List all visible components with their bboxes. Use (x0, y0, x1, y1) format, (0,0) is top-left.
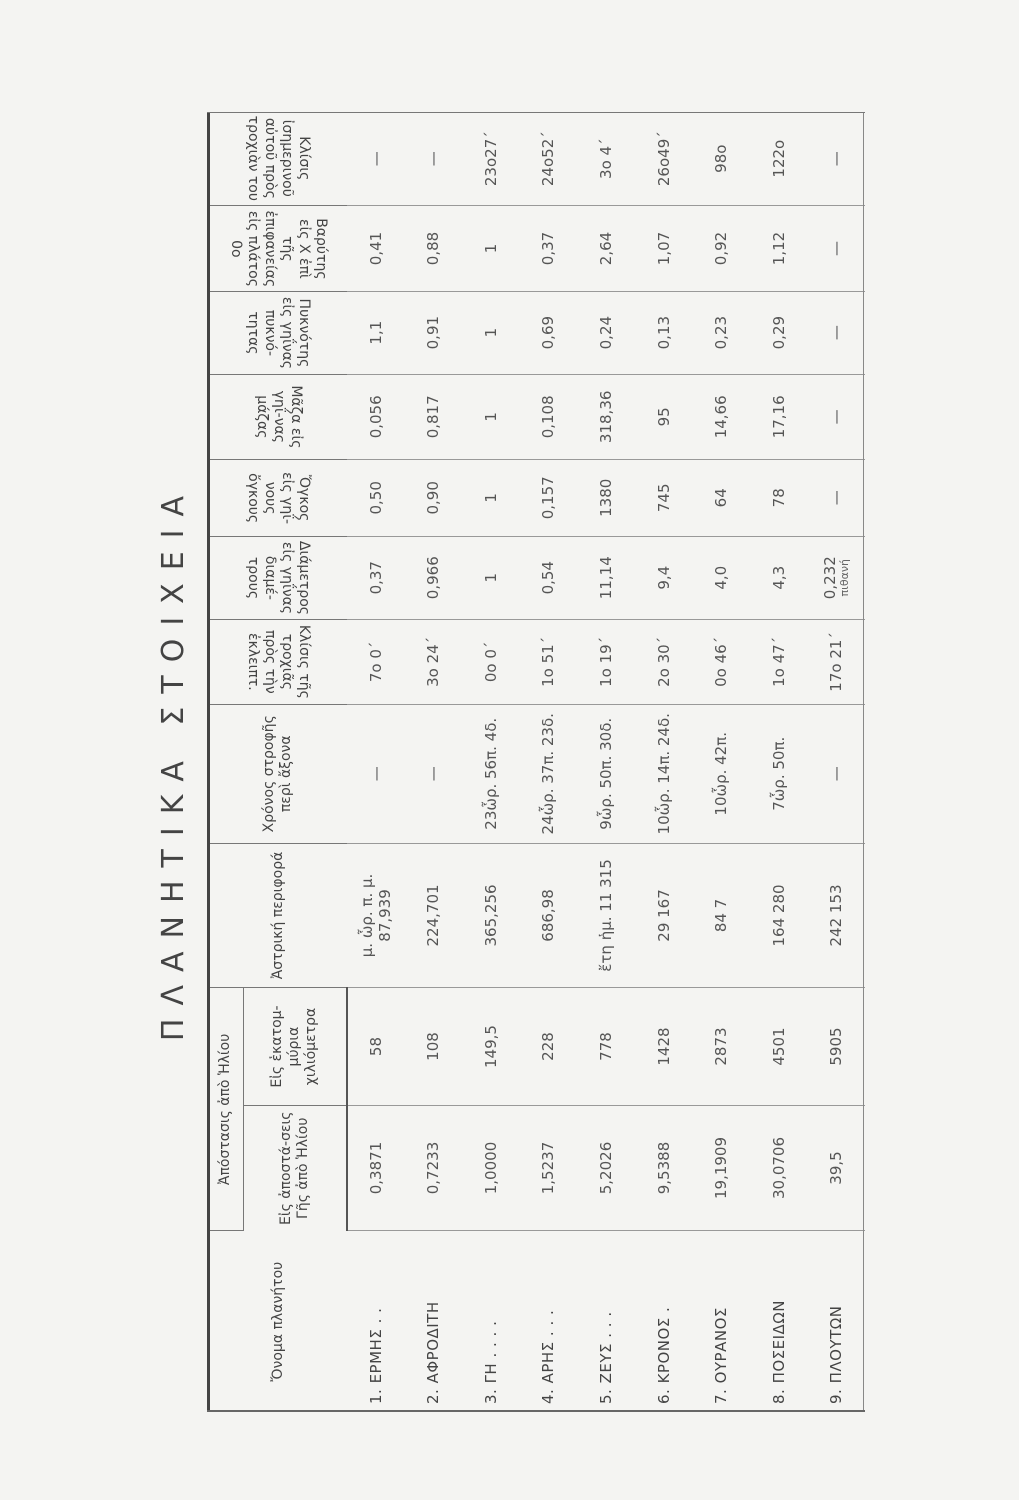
cell-sidereal-value: 365,256 (481, 884, 500, 947)
cell-inclination (750, 619, 808, 704)
cell-mass-value: 1 (481, 412, 500, 422)
cell-sidereal-value: ἔτη ἡμ. 11 315 (596, 859, 615, 972)
cell-dist-km (750, 988, 808, 1105)
cell-dist-au-value: 1,0000 (481, 1141, 500, 1195)
cell-inclination (462, 619, 520, 704)
cell-rotation-value: 7ὧρ. 50π. (769, 736, 788, 811)
cell-axis-tilt (692, 112, 750, 206)
cell-gravity (577, 206, 635, 291)
cell-gravity-value: 0,37 (539, 231, 558, 266)
cell-diameter (692, 536, 750, 619)
cell-volume (692, 459, 750, 536)
cell-rotation (692, 705, 750, 844)
cell-gravity-value: 1 (481, 243, 500, 254)
cell-name (635, 1231, 693, 1412)
cell-rotation (405, 705, 463, 844)
header-axis-tilt (209, 112, 347, 206)
cell-mass (577, 374, 635, 459)
header-diameter (209, 536, 347, 619)
cell-dist-au (807, 1105, 865, 1231)
header-distance-group: Ἀπόστασις ἀπὸ Ἡλίου (209, 988, 243, 1231)
header-planet-name: Ὄνομα πλανήτου (269, 1261, 286, 1382)
cell-volume (405, 459, 463, 536)
cell-density (635, 291, 693, 374)
cell-density-value: 0,24 (596, 315, 615, 350)
cell-volume (750, 459, 808, 536)
cell-sidereal (750, 843, 808, 988)
cell-inclination (520, 619, 578, 704)
cell-diameter-value: 4,3 (769, 565, 788, 590)
cell-dist-au-value: 5,2026 (596, 1141, 615, 1195)
cell-rotation-value: 10ὧρ. 42π. (712, 731, 731, 816)
cell-gravity (462, 206, 520, 291)
cell-dist-au (405, 1105, 463, 1231)
cell-density-value: 1 (481, 327, 500, 338)
cell-sidereal (405, 843, 463, 988)
cell-axis-tilt-value: 23ο27΄ (481, 131, 500, 187)
cell-rotation (750, 705, 808, 844)
cell-mass (462, 374, 520, 459)
cell-name (807, 1231, 865, 1412)
cell-name-value: 9. ΠΛΟΥΤΩΝ (827, 1305, 846, 1404)
cell-name-value: 1. ΕΡΜΗΣ . . (366, 1307, 385, 1404)
cell-sidereal-value: 686,98 (539, 889, 558, 942)
cell-mass-value: 0,056 (366, 395, 385, 439)
cell-rotation (635, 705, 693, 844)
frame-line-left (207, 1410, 865, 1412)
header-rotation: Χρόνος στροφῆς περὶ ἄξονα (209, 705, 347, 844)
cell-inclination-value: 1ο 51΄ (539, 636, 558, 687)
cell-axis-tilt (347, 112, 405, 206)
rotated-table-block (145, 112, 865, 1412)
cell-dist-km-value: 778 (596, 1032, 615, 1061)
cell-gravity-value: 0,88 (424, 231, 443, 266)
table-row (520, 112, 578, 1412)
cell-name-value: 8. ΠΟΣΕΙΔΩΝ (769, 1300, 788, 1404)
cell-rotation-value: 10ὧρ. 14π. 24δ. (654, 713, 673, 835)
cell-inclination (405, 619, 463, 704)
cell-density (577, 291, 635, 374)
table-body (347, 112, 865, 1412)
cell-inclination (577, 619, 635, 704)
cell-axis-tilt-value: — (424, 151, 443, 167)
cell-rotation (807, 705, 865, 844)
cell-mass (750, 374, 808, 459)
cell-mass-value: — (827, 409, 846, 425)
cell-axis-tilt-value: 26ο49΄ (654, 131, 673, 187)
cell-axis-tilt (462, 112, 520, 206)
cell-name (405, 1231, 463, 1412)
cell-dist-km (692, 988, 750, 1105)
cell-dist-km (462, 988, 520, 1105)
cell-density-value: — (827, 325, 846, 341)
table-row (807, 112, 865, 1412)
cell-gravity (520, 206, 578, 291)
cell-name-value: 5. ΖΕΥΣ . . . (596, 1311, 615, 1404)
cell-name (692, 1231, 750, 1412)
cell-sidereal-value: 242 153 (827, 884, 846, 947)
cell-volume (577, 459, 635, 536)
cell-inclination-value: 7ο 0΄ (366, 641, 385, 683)
cell-mass (347, 374, 405, 459)
cell-dist-km-value: 108 (424, 1032, 443, 1061)
cell-dist-au (520, 1105, 578, 1231)
cell-dist-km-value: 1428 (654, 1027, 673, 1066)
cell-gravity (807, 206, 865, 291)
cell-gravity-value: 1,07 (654, 231, 673, 266)
cell-diameter-value: 0,54 (539, 561, 558, 595)
cell-rotation-value: 23ὧρ. 56π. 4δ. (481, 717, 500, 830)
cell-axis-tilt (405, 112, 463, 206)
cell-gravity-value: 1,12 (769, 231, 788, 266)
cell-volume-value: 745 (654, 483, 673, 513)
cell-density (520, 291, 578, 374)
cell-sidereal-value: 29 167 (654, 889, 673, 942)
cell-name-value: 2. ΑΦΡΟΔΙΤΗ (424, 1301, 443, 1404)
header-distance-km: Εἰς ἑκατομ-μύρια χιλιόμετρα (243, 988, 347, 1105)
header-distance-au: Εἰς ἀποστά-σεις Γῆς ἀπὸ Ἡλίου (243, 1105, 347, 1231)
cell-name (520, 1231, 578, 1412)
cell-volume-value: 1380 (596, 478, 615, 517)
frame-line-bottom (863, 112, 864, 1412)
cell-rotation (577, 705, 635, 844)
cell-inclination-value: 17ο 21΄ (827, 632, 846, 692)
cell-inclination (635, 619, 693, 704)
cell-axis-tilt-value: — (827, 151, 846, 167)
cell-name-value: 4. ΑΡΗΣ . . . (539, 1309, 558, 1404)
cell-rotation-value: — (827, 766, 846, 782)
cell-mass (635, 374, 693, 459)
cell-volume-value: 0,157 (539, 476, 558, 520)
cell-diameter-value: 0,232 (821, 556, 840, 600)
cell-diameter-value: 9,4 (654, 565, 673, 590)
cell-diameter (520, 536, 578, 619)
cell-dist-au (750, 1105, 808, 1231)
cell-diameter-note: πιθανή (838, 558, 852, 597)
cell-density-value: 0,23 (712, 315, 731, 350)
cell-density-value: 0,13 (654, 315, 673, 350)
cell-axis-tilt (807, 112, 865, 206)
cell-name-value: 7. ΟΥΡΑΝΟΣ (712, 1307, 731, 1404)
cell-inclination (347, 619, 405, 704)
cell-dist-au-value: 19,1909 (712, 1136, 731, 1200)
cell-name (750, 1231, 808, 1412)
cell-sidereal-value: 224,701 (424, 884, 443, 947)
cell-rotation-value: — (424, 766, 443, 782)
cell-mass-value: 318,36 (596, 390, 615, 444)
header-density (209, 291, 347, 374)
cell-diameter (635, 536, 693, 619)
header-axis-tilt-text: Κλίσις ἰσημερινοῦ αὐτοῦ πρὸς τροχιὰν του (245, 116, 312, 202)
frame-line-top (207, 112, 210, 1412)
cell-mass-value: 95 (654, 407, 673, 427)
cell-dist-au-value: 30,0706 (769, 1136, 788, 1200)
cell-axis-tilt (520, 112, 578, 206)
cell-gravity (692, 206, 750, 291)
cell-diameter (807, 536, 865, 619)
cell-density (750, 291, 808, 374)
cell-inclination-value: 0ο 0΄ (481, 641, 500, 683)
cell-gravity-value: 0,41 (366, 231, 385, 266)
cell-dist-km (635, 988, 693, 1105)
header-mass-text: Μᾶζα εἰς γηΐ-νας μάζας (253, 385, 304, 449)
cell-dist-km-value: 149,5 (481, 1025, 500, 1068)
cell-name-value: 6. ΚΡΟΝΟΣ . (654, 1306, 673, 1404)
cell-axis-tilt (750, 112, 808, 206)
cell-dist-km (577, 988, 635, 1105)
cell-diameter-value: 1 (481, 572, 500, 583)
cell-sidereal-value: 164 280 (769, 884, 788, 947)
header-inclination (209, 619, 347, 704)
cell-density-value: 0,91 (424, 315, 443, 350)
header-gravity-text: Βαρύτης εἰς Χ ἐπὶ τῆς ἐπιφανείας εἰς πλάτος 0ο (228, 210, 329, 287)
cell-sidereal (347, 843, 405, 988)
cell-name (577, 1231, 635, 1412)
cell-sidereal (520, 843, 578, 988)
cell-gravity-value: 2,64 (596, 231, 615, 266)
cell-volume-value: 64 (712, 488, 731, 508)
cell-volume-value: 0,50 (366, 481, 385, 515)
cell-dist-km-value: 228 (539, 1032, 558, 1061)
cell-density-value: 0,29 (769, 315, 788, 350)
cell-name (462, 1231, 520, 1412)
cell-axis-tilt-value: 122ο (769, 139, 788, 178)
cell-inclination-value: 1ο 47΄ (769, 636, 788, 687)
table-row (635, 112, 693, 1412)
cell-dist-km (405, 988, 463, 1105)
cell-volume (520, 459, 578, 536)
header-gravity (209, 206, 347, 291)
cell-mass (692, 374, 750, 459)
cell-density (347, 291, 405, 374)
cell-mass (405, 374, 463, 459)
cell-volume-value: 0,90 (424, 481, 443, 515)
page-title: ΠΛΑΝΗΤΙΚΑ ΣΤΟΙΧΕΙΑ (155, 482, 191, 1042)
cell-gravity (347, 206, 405, 291)
cell-rotation-value: — (366, 766, 385, 782)
cell-diameter (577, 536, 635, 619)
cell-dist-au-value: 9,5388 (654, 1141, 673, 1195)
cell-sidereal (807, 843, 865, 988)
cell-gravity (405, 206, 463, 291)
cell-dist-au (692, 1105, 750, 1231)
cell-mass-value: 0,817 (424, 395, 443, 439)
cell-dist-au (577, 1105, 635, 1231)
cell-inclination (807, 619, 865, 704)
cell-dist-km-value: 5905 (827, 1027, 846, 1066)
header-sidereal-period: Ἀστρική περιφορά (209, 843, 347, 988)
cell-sidereal (462, 843, 520, 988)
cell-density (807, 291, 865, 374)
header-mass (209, 374, 347, 459)
planetary-data-table (209, 112, 865, 1412)
cell-mass (520, 374, 578, 459)
cell-dist-au-value: 0,7233 (424, 1141, 443, 1195)
cell-volume (635, 459, 693, 536)
table-row (750, 112, 808, 1412)
cell-inclination-value: 0ο 46΄ (712, 636, 731, 687)
cell-density-value: 0,69 (539, 315, 558, 350)
header-volume-text: Ὄγκος εἰς γηΐ-νους ὄγκους (245, 471, 312, 524)
cell-axis-tilt-value: 24ο52΄ (539, 131, 558, 187)
cell-volume (807, 459, 865, 536)
cell-volume-value: — (827, 490, 846, 506)
cell-axis-tilt-value: 98ο (712, 144, 731, 173)
header-inclination-text: Κλίσις τῆς τροχιᾶς πρὸς τὴν ἐκλειπτ. (245, 624, 312, 699)
table-row (577, 112, 635, 1412)
cell-sidereal (577, 843, 635, 988)
cell-gravity (750, 206, 808, 291)
cell-dist-km (347, 988, 405, 1105)
cell-dist-au (347, 1105, 405, 1231)
table-row (347, 112, 405, 1412)
cell-rotation-value: 9ὧρ. 50π. 30δ. (596, 717, 615, 830)
cell-rotation (347, 705, 405, 844)
cell-dist-km-value: 2873 (712, 1027, 731, 1066)
cell-diameter (750, 536, 808, 619)
cell-rotation (462, 705, 520, 844)
cell-sidereal (635, 843, 693, 988)
cell-volume (347, 459, 405, 536)
cell-diameter (347, 536, 405, 619)
cell-inclination-value: 2ο 30΄ (654, 636, 673, 687)
table-row (692, 112, 750, 1412)
cell-axis-tilt-value: — (366, 151, 385, 167)
cell-volume-value: 1 (481, 493, 500, 503)
cell-axis-tilt-value: 3ο 4΄ (596, 138, 615, 179)
cell-dist-au-value: 0,3871 (367, 1141, 386, 1195)
cell-name-value: 3. ΓΗ . . . . (481, 1320, 500, 1404)
cell-sidereal-value: 84 7 (712, 898, 731, 933)
cell-mass-value: 17,16 (769, 395, 788, 439)
cell-inclination-value: 1ο 19΄ (596, 636, 615, 687)
cell-density (462, 291, 520, 374)
header-density-text: Πυκνότης εἰς γηΐνας πυκνό-τητας (245, 296, 312, 369)
table-row (462, 112, 520, 1412)
cell-dist-au-value: 39,5 (827, 1151, 846, 1185)
cell-dist-km-value: 4501 (769, 1027, 788, 1066)
cell-dist-km-value: 58 (367, 1036, 386, 1057)
cell-inclination-value: 3ο 24΄ (424, 636, 443, 687)
header-volume (209, 459, 347, 536)
cell-sidereal (692, 843, 750, 988)
cell-density-value: 1,1 (366, 320, 385, 345)
cell-density (405, 291, 463, 374)
cell-gravity (635, 206, 693, 291)
cell-diameter (405, 536, 463, 619)
cell-axis-tilt (577, 112, 635, 206)
cell-rotation-value: 24ὧρ. 37π. 23δ. (539, 713, 558, 835)
cell-dist-au-value: 1,5237 (539, 1141, 558, 1195)
cell-mass (807, 374, 865, 459)
cell-volume (462, 459, 520, 536)
cell-dist-au (635, 1105, 693, 1231)
cell-inclination (692, 619, 750, 704)
cell-diameter-value: 11,14 (596, 556, 615, 600)
table-row (405, 112, 463, 1412)
cell-dist-km (807, 988, 865, 1105)
cell-diameter (462, 536, 520, 619)
cell-diameter-value: 0,37 (366, 561, 385, 595)
cell-mass-value: 14,66 (712, 395, 731, 439)
cell-name (347, 1231, 405, 1412)
cell-sidereal-value: μ. ὧρ. π. μ. 87,939 (357, 873, 394, 958)
header-diameter-text: Διάμετρος εἰς γηΐνας διαμέ-τρους (245, 540, 312, 615)
cell-dist-au (462, 1105, 520, 1231)
cell-diameter-value: 4,0 (712, 565, 731, 590)
cell-axis-tilt (635, 112, 693, 206)
cell-diameter-value: 0,966 (424, 556, 443, 600)
cell-gravity-value: 0,92 (712, 231, 731, 266)
frame-line-right (207, 112, 865, 113)
cell-gravity-value: — (827, 240, 846, 256)
cell-mass-value: 0,108 (539, 395, 558, 439)
cell-density (692, 291, 750, 374)
cell-volume-value: 78 (769, 488, 788, 508)
cell-rotation (520, 705, 578, 844)
cell-dist-km (520, 988, 578, 1105)
